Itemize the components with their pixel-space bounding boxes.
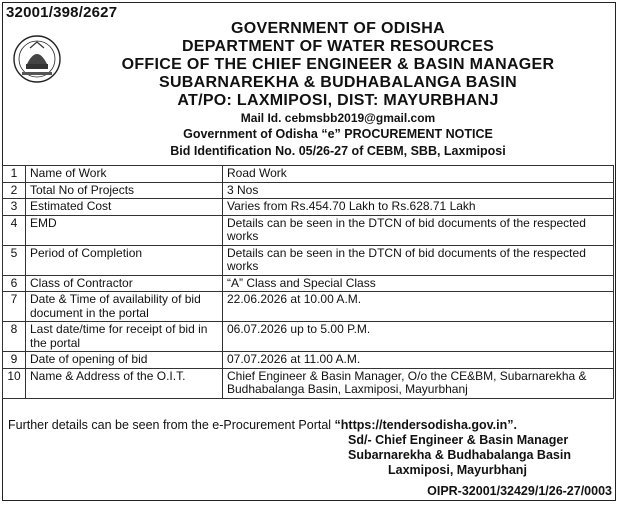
- notice-title: Government of Odisha “e” PROCUREMENT NOTICE: [183, 127, 493, 141]
- row-value: 3 Nos: [223, 182, 614, 199]
- row-number: 7: [3, 292, 26, 322]
- row-item: EMD: [26, 215, 223, 245]
- row-number: 8: [3, 322, 26, 352]
- signatory-place: Laxmiposi, Mayurbhanj: [388, 463, 527, 477]
- table-row: [3, 215, 614, 245]
- row-item: Last date/time for receipt of bid in the portal: [26, 322, 223, 352]
- basin-title: SUBARNAREKHA & BUDHABALANGA BASIN: [158, 74, 518, 91]
- row-number: 4: [3, 215, 26, 245]
- row-value: Chief Engineer & Basin Manager, O/o the CE&BM, Subarnarekha & Budhabalanga Basin, Laxmiposi, Mayurbhanj: [223, 368, 614, 398]
- tender-details-table: [2, 165, 614, 399]
- odisha-state-emblem-icon: [12, 34, 62, 86]
- row-value: 22.06.2026 at 10.00 A.M.: [223, 292, 614, 322]
- row-item: Name of Work: [26, 166, 223, 183]
- row-number: 3: [3, 199, 26, 216]
- row-value: Varies from Rs.454.70 Lakh to Rs.628.71 Lakh: [223, 199, 614, 216]
- table-row: [3, 199, 614, 216]
- signatory-title: Sd/- Chief Engineer & Basin Manager: [348, 433, 569, 447]
- row-value: 07.07.2026 at 11.00 A.M.: [223, 352, 614, 369]
- row-number: 1: [3, 166, 26, 183]
- signatory-basin: Subarnarekha & Budhabalanga Basin: [348, 448, 571, 462]
- table-row: [3, 245, 614, 275]
- row-value: Details can be seen in the DTCN of bid documents of the respected works: [223, 215, 614, 245]
- address-line: AT/PO: LAXMIPOSI, DIST: MAYURBHANJ: [177, 92, 499, 109]
- row-number: 5: [3, 245, 26, 275]
- department-title: DEPARTMENT OF WATER RESOURCES: [181, 38, 495, 55]
- table-row: [3, 292, 614, 322]
- table-row: [3, 166, 614, 183]
- further-details-line: [8, 418, 517, 432]
- portal-link[interactable]: “https://tendersodisha.gov.in”.: [334, 418, 517, 432]
- further-details-text: Further details can be seen from the e-Procurement Portal: [8, 418, 335, 432]
- row-number: 9: [3, 352, 26, 369]
- row-number: 10: [3, 368, 26, 398]
- table-row: [3, 352, 614, 369]
- office-title: OFFICE OF THE CHIEF ENGINEER & BASIN MANAGER: [121, 56, 555, 73]
- row-item: Name & Address of the O.I.T.: [26, 368, 223, 398]
- row-item: Date of opening of bid: [26, 352, 223, 369]
- reference-number: 32001/398/2627: [6, 4, 118, 21]
- row-value: 06.07.2026 up to 5.00 P.M.: [223, 322, 614, 352]
- bid-identification: Bid Identification No. 05/26-27 of CEBM, SBB, Laxmiposi: [170, 144, 506, 158]
- letterhead: [60, 20, 616, 160]
- mail-id: Mail Id. cebmsbb2019@gmail.com: [240, 111, 436, 125]
- row-number: 2: [3, 182, 26, 199]
- row-value: Road Work: [223, 166, 614, 183]
- signature-block: [348, 433, 571, 478]
- row-item: Total No of Projects: [26, 182, 223, 199]
- oipr-number: OIPR-32001/32429/1/26-27/0003: [427, 484, 612, 498]
- table-row: [3, 182, 614, 199]
- row-value: Details can be seen in the DTCN of bid documents of the respected works: [223, 245, 614, 275]
- row-value: “A” Class and Special Class: [223, 275, 614, 292]
- table-row: [3, 275, 614, 292]
- government-title: GOVERNMENT OF ODISHA: [230, 20, 445, 37]
- row-item: Class of Contractor: [26, 275, 223, 292]
- table-row: [3, 368, 614, 398]
- row-item: Date & Time of availability of bid document in the portal: [26, 292, 223, 322]
- table-row: [3, 322, 614, 352]
- row-number: 6: [3, 275, 26, 292]
- row-item: Period of Completion: [26, 245, 223, 275]
- row-item: Estimated Cost: [26, 199, 223, 216]
